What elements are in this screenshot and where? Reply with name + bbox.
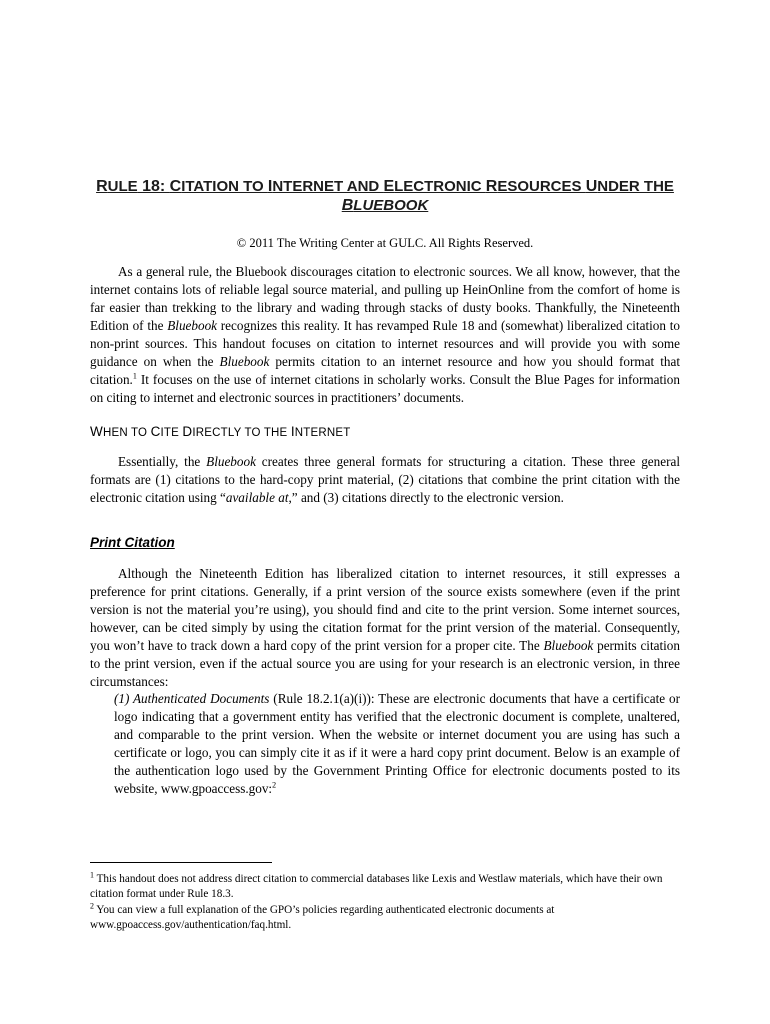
authenticated-documents-paragraph: (1) Authenticated Documents (Rule 18.2.1(a)(i)): These are electronic documents that have a certificate or logo indicating that a government entity has verified that the electronic document is complete, unaltered, and comparable to the print version. When the website or internet document you are using has such a certificate or logo, you can simply cite it as if it were a hard copy print document. Below is an example of the authentication logo used by the Government Printing Office for electronic documents posted to its website, www.gpoaccess.gov:$^2$ — [114, 691, 680, 796]
section-heading-when-to-cite: WHEN TO CITE DIRECTLY TO THE INTERNET — [90, 424, 351, 439]
print-citation-paragraph: Although the Nineteenth Edition has liberalized citation to internet resources, it still expresses a preference for print citations. Generally, if a print version of the source exists somewhere (even if the print version is not the material you’re using), you should find and cite to the print version. Some internet sources, however, can be cited simply by using the citation format for the print version of the material. Consequently, you won’t have to track down a hard copy of the print version for a proper cite. The Bluebook permits citation to the print version, even if the actual source you are using for your research is an electronic version, in three circumstances: — [90, 566, 680, 689]
footnote-divider — [90, 862, 272, 863]
footnote-2: $^2$ You can view a full explanation of the GPO’s policies regarding authenticated electronic documents at www.gpoaccess.gov/authentication/faq.html. — [90, 901, 555, 931]
formats-paragraph: Essentially, the Bluebook creates three general formats for structuring a citation. These three general formats are (1) citations to the hard-copy print material, (2) citations that combine the print citation with the electronic citation using “available at,” and (3) citations directly to the electronic version. — [90, 454, 681, 505]
footnote-ref-2: 2 — [272, 780, 277, 790]
document-title-line-2: BLUEBOOK — [341, 197, 429, 214]
subheading-print-citation: Print Citation — [90, 535, 175, 550]
intro-paragraph: As a general rule, the Bluebook discourages citation to electronic sources. We all know, however, that the internet contains lots of reliable legal source material, and pulling up HeinOnline from the comfort of home is far easier than trekking to the library and wading through stacks of dusty books. Thankfully, the Nineteenth Edition of the Bluebook recognizes this reality. It has revamped Rule 18 and (somewhat) liberalized citation to non-print sources. This handout focuses on citation to internet resources and will provide you with some guidance on when the Bluebook permits citation to an internet resource and how you should format that citation.$^1$ It focuses on the use of internet citations in scholarly works. Consult the Blue Pages for information on citing to internet and electronic sources in practitioners’ documents. — [90, 264, 680, 405]
document-title-line-1: RULE 18: CITATION TO INTERNET AND ELECTRONIC RESOURCES UNDER THE — [96, 178, 674, 195]
copyright-notice: © 2011 The Writing Center at GULC. All Rights Reserved. — [236, 236, 534, 250]
footnote-1: $^1$ This handout does not address direct citation to commercial databases like Lexis and Westlaw materials, which have their own citation format under Rule 18.3. — [90, 870, 663, 900]
footnote-ref-1: 1 — [132, 371, 137, 381]
